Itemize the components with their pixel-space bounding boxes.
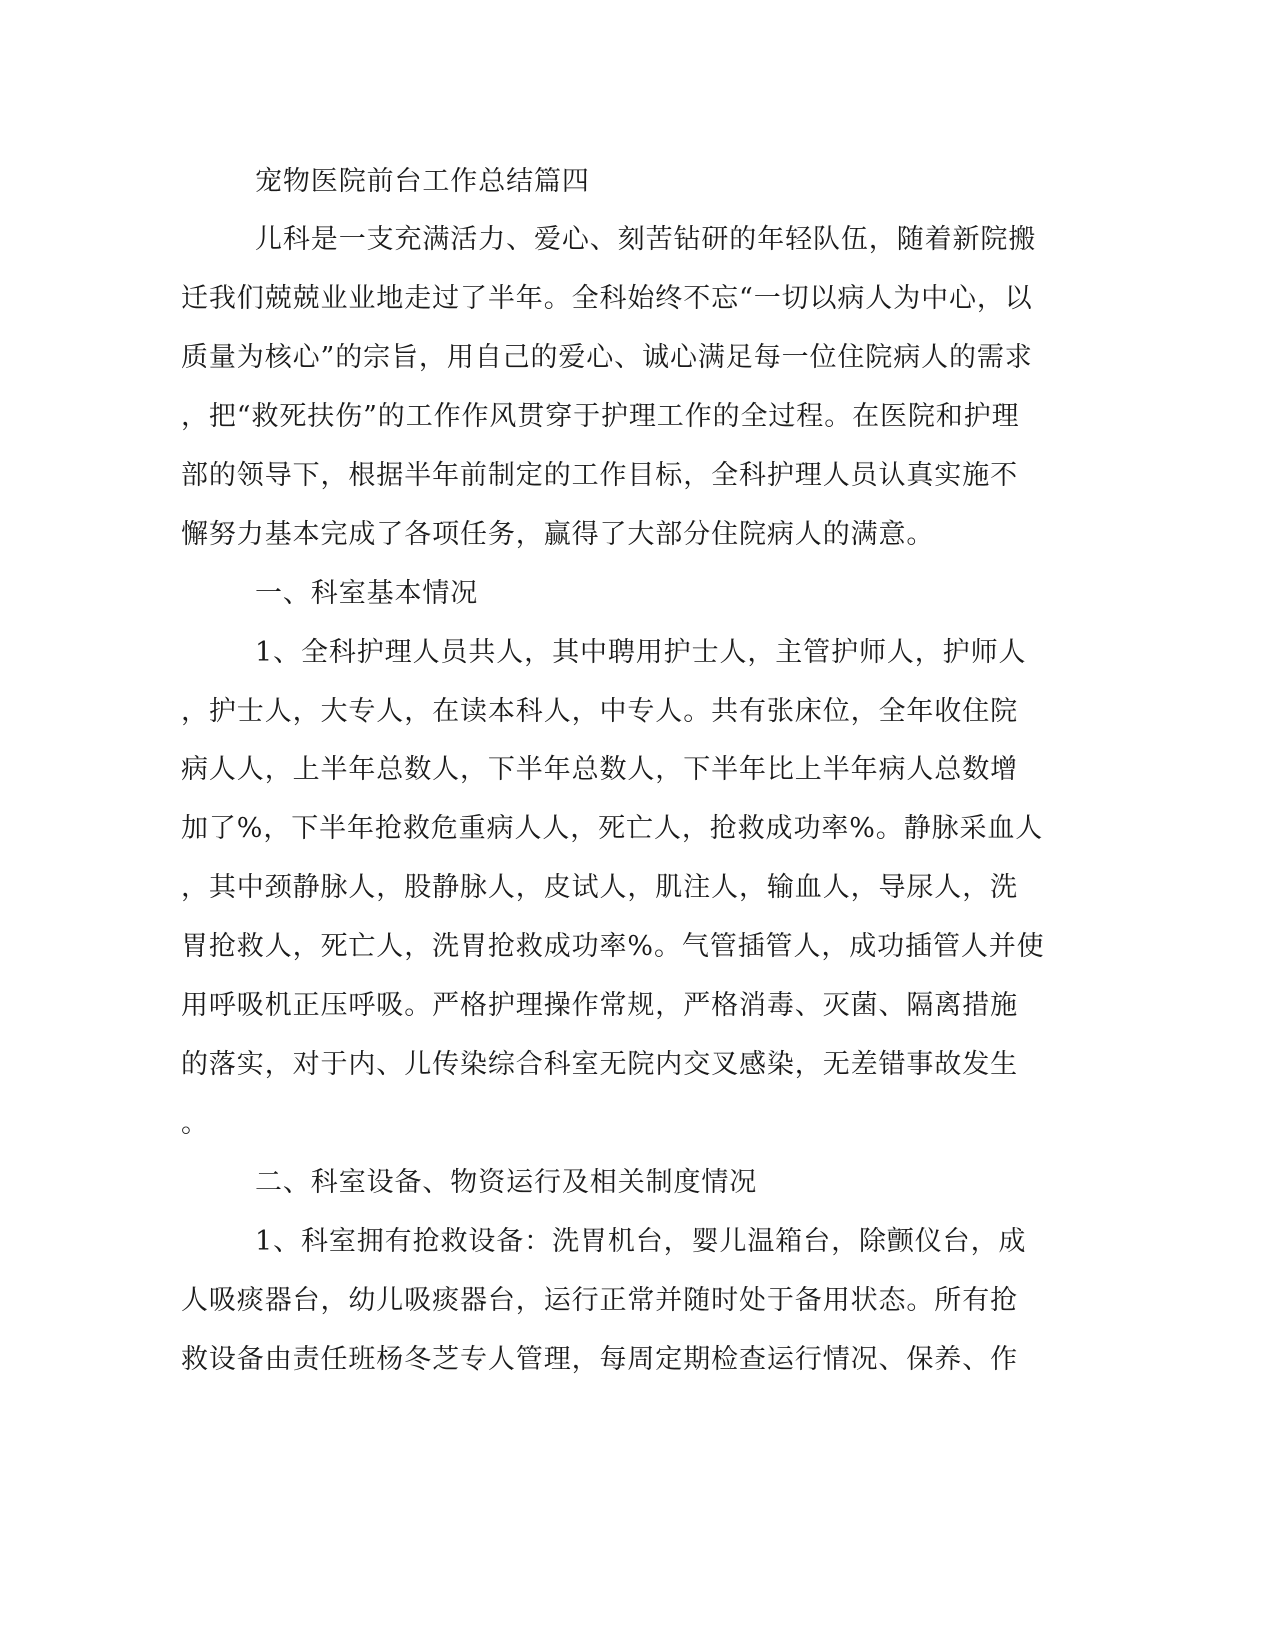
paragraph-line: 儿科是一支充满活力、爱心、刻苦钻研的年轻队伍，随着新院搬 [255, 224, 1037, 255]
paragraph-line: ，其中颈静脉人，股静脉人，皮试人，肌注人，输血人，导尿人，洗 [181, 872, 1018, 903]
paragraph-line: 1、科室拥有抢救设备：洗胃机台，婴儿温箱台，除颤仪台，成 [255, 1226, 1027, 1257]
paragraph-line: 胃抢救人，死亡人，洗胃抢救成功率%。气管插管人，成功插管人并使 [181, 931, 1045, 962]
paragraph-line: 加了%，下半年抢救危重病人人，死亡人，抢救成功率%。静脉采血人 [181, 813, 1044, 844]
paragraph-line: 部的领导下，根据半年前制定的工作目标，全科护理人员认真实施不 [181, 460, 1018, 491]
paragraph-line: 迁我们兢兢业业地走过了半年。全科始终不忘“一切以病人为中心，以 [181, 283, 1033, 314]
paragraph-line: 人吸痰器台，幼儿吸痰器台，运行正常并随时处于备用状态。所有抢 [181, 1285, 1018, 1316]
section-heading: 二、科室设备、物资运行及相关制度情况 [255, 1167, 758, 1198]
paragraph-line: 病人人，上半年总数人，下半年总数人，下半年比上半年病人总数增 [181, 754, 1018, 785]
section-heading: 一、科室基本情况 [255, 578, 479, 609]
paragraph-line: 救设备由责任班杨冬芝专人管理，每周定期检查运行情况、保养、作 [181, 1344, 1018, 1375]
paragraph-line: 懈努力基本完成了各项任务，赢得了大部分住院病人的满意。 [181, 519, 935, 550]
paragraph-line: 质量为核心”的宗旨，用自己的爱心、诚心满足每一位住院病人的需求 [181, 342, 1033, 373]
paragraph-line: ，护士人，大专人，在读本科人，中专人。共有张床位，全年收住院 [181, 696, 1018, 727]
paragraph-line: ，把“救死扶伤”的工作作风贯穿于护理工作的全过程。在医院和护理 [181, 401, 1020, 432]
document-title: 宠物医院前台工作总结篇四 [255, 166, 590, 197]
paragraph-line: 。 [181, 1108, 209, 1139]
paragraph-line: 1、全科护理人员共人，其中聘用护士人，主管护师人，护师人 [255, 637, 1027, 668]
paragraph-line: 用呼吸机正压呼吸。严格护理操作常规，严格消毒、灭菌、隔离措施 [181, 990, 1018, 1021]
paragraph-line: 的落实，对于内、儿传染综合科室无院内交叉感染，无差错事故发生 [181, 1049, 1018, 1080]
